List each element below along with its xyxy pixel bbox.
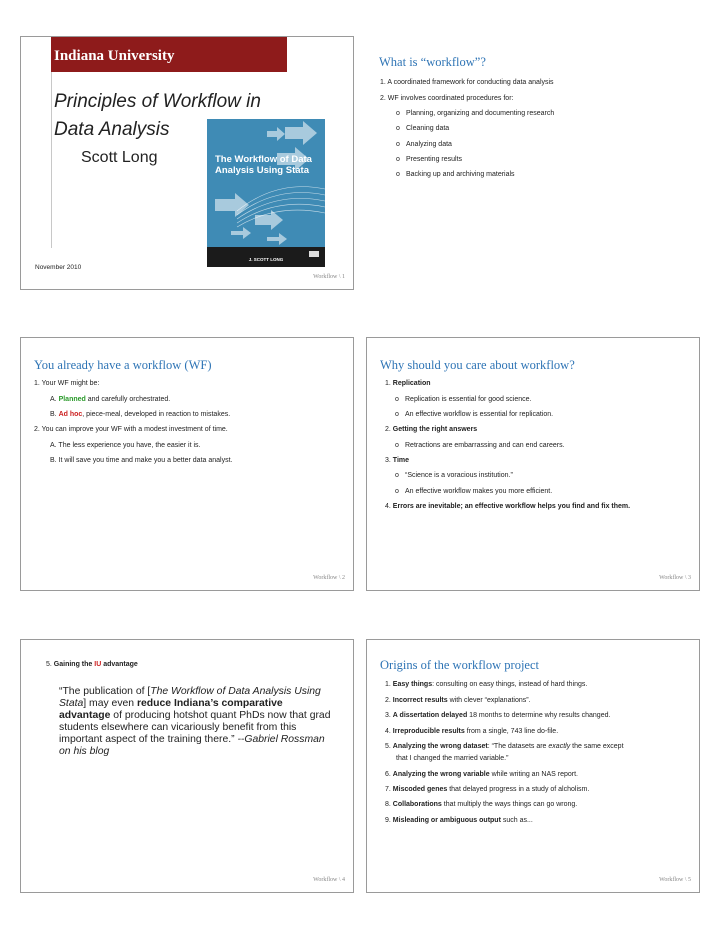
bullet-item: o An effective workflow makes you more efficient. (395, 488, 553, 495)
slide-title: Origins of the workflow project (380, 658, 539, 672)
list-item: 8. Collaborations that multiply the ways things can go wrong. (385, 801, 578, 808)
list-item: 3. A dissertation delayed 18 months to determine why results changed. (385, 712, 611, 719)
list-item: 5. Analyzing the wrong dataset: “The datasets are exactly the same except (385, 743, 624, 750)
list-item-continuation: that I changed the married variable.” (396, 755, 509, 762)
slide-5 (20, 639, 354, 893)
title-divider (51, 72, 52, 248)
book-cover (207, 119, 325, 267)
slide-heading: 5. Gaining the IU advantage (46, 661, 138, 668)
list-item: B. It will save you time and make you a better data analyst. (50, 457, 233, 464)
list-item: A. The less experience you have, the easier it is. (50, 442, 201, 449)
slide-1 (20, 36, 354, 290)
book-arrows-graphic (207, 119, 325, 267)
slide-footer: Workflow \ 5 (659, 877, 691, 883)
list-item: 1. Replication (385, 380, 431, 387)
slide-6 (366, 639, 700, 893)
presentation-title-line-2: Data Analysis (54, 119, 170, 140)
list-item: 3. Time (385, 457, 410, 464)
book-title: The Workflow of Data Analysis Using Stata (215, 154, 312, 176)
university-name: Indiana University (54, 48, 175, 64)
slide-2 (366, 36, 700, 290)
bullet-item: o Backing up and archiving materials (396, 171, 515, 178)
list-item: 1. Easy things: consulting on easy things, instead of hard things. (385, 681, 588, 688)
bullet-item: o Presenting results (396, 156, 463, 163)
list-item: 2. Incorrect results with clever “explanations”. (385, 697, 531, 704)
slide-title: Why should you care about workflow? (380, 358, 575, 372)
slide-3 (20, 337, 354, 591)
presentation-date: November 2010 (35, 264, 82, 271)
list-item: 7. Miscoded genes that delayed progress in a study of alcholism. (385, 786, 590, 793)
list-item: 1. A coordinated framework for conducting data analysis (380, 79, 554, 86)
book-author: J. SCOTT LONG (248, 257, 284, 262)
slide-4 (366, 337, 700, 591)
bullet-item: o Analyzing data (396, 141, 452, 148)
list-item: 2. Getting the right answers (385, 426, 478, 433)
bullet-item: o Retractions are embarrassing and can end careers. (395, 442, 565, 449)
list-item: A. Planned and carefully orchestrated. (50, 396, 171, 403)
slide-footer: Workflow \ 3 (659, 575, 691, 581)
bullet-item: o Cleaning data (396, 125, 450, 132)
list-item: 6. Analyzing the wrong variable while writing an NAS report. (385, 771, 578, 778)
presentation-title-line-1: Principles of Workflow in (54, 91, 261, 112)
slide-footer: Workflow \ 4 (313, 877, 345, 883)
bullet-item: o Planning, organizing and documenting research (396, 110, 555, 117)
list-item: 1. Your WF might be: (34, 380, 100, 387)
bullet-item: o Replication is essential for good science. (395, 396, 532, 403)
slide-footer: Workflow \ 2 (313, 575, 345, 581)
list-item: B. Ad hoc, piece-meal, developed in reaction to mistakes. (50, 411, 231, 418)
list-item: 9. Misleading or ambiguous output such as... (385, 817, 533, 824)
blog-quote: “The publication of [The Workflow of Data Analysis Using Stata] may even reduce Indiana’s comparative advantage of producing hotshot quant PhDs now that grad students elsewhere can vicariously benefit from this important aspect of the training there.” --Gabriel Rossman on his blog (59, 686, 331, 758)
list-item: 2. You can improve your WF with a modest investment of time. (34, 426, 228, 433)
bullet-item: o “Science is a voracious institution.” (395, 472, 513, 479)
list-item: 4. Errors are inevitable; an effective workflow helps you find and fix them. (385, 503, 631, 510)
list-item: 4. Irreproducible results from a single, 743 line do-file. (385, 728, 559, 735)
slide-footer: Workflow \ 1 (313, 274, 345, 280)
slide-title: You already have a workflow (WF) (34, 358, 212, 372)
author-name: Scott Long (81, 149, 158, 166)
bullet-item: o An effective workflow is essential for replication. (395, 411, 554, 418)
list-item: 2. WF involves coordinated procedures for: (380, 95, 514, 102)
slide-title: What is “workflow”? (379, 55, 486, 69)
